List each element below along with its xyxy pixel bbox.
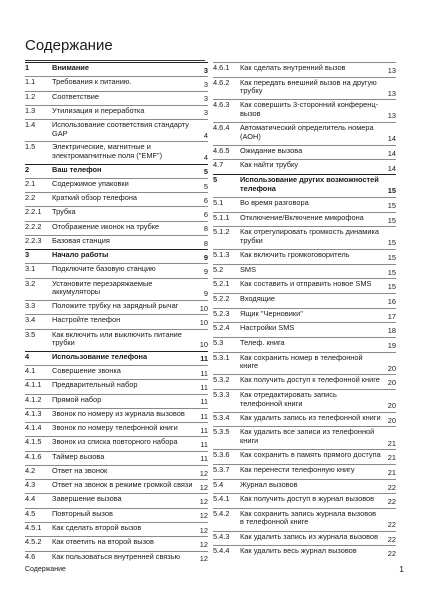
toc-left-column xyxy=(25,62,208,565)
toc-entry-page: 21 xyxy=(387,438,396,448)
toc-entry-title: Настройте телефон xyxy=(52,315,121,325)
toc-entry xyxy=(213,77,396,100)
toc-entry-page: 15 xyxy=(387,215,396,225)
toc-entry-number: 4.6.2 xyxy=(213,77,230,87)
toc-entry xyxy=(213,449,396,464)
toc-entry-number: 4.1.6 xyxy=(25,451,42,461)
toc-entry-title: Положите трубку на зарядный рычаг xyxy=(52,300,179,310)
toc-entry-page: 22 xyxy=(387,534,396,544)
toc-entry-title: Трубка xyxy=(52,207,76,217)
toc-entry-title: Установите перезаряжаемые аккумуляторы xyxy=(52,278,153,297)
toc-entry-title: Как включить или выключить питание трубки xyxy=(52,329,182,348)
toc-entry-page: 15 xyxy=(387,200,396,210)
toc-entry-page: 20 xyxy=(387,363,396,373)
toc-entry-number: 5.3.6 xyxy=(213,450,230,460)
toc-entry xyxy=(25,105,208,119)
toc-entry-title: Предварительный набор xyxy=(52,380,138,390)
toc-entry-number: 4.1 xyxy=(25,366,36,376)
toc-entry-title: Использование телефона xyxy=(52,351,148,361)
toc-entry-page: 13 xyxy=(387,111,396,121)
toc-entry-title: Входящие xyxy=(240,293,276,303)
toc-entry xyxy=(213,508,396,531)
toc-entry-title: Телеф. книга xyxy=(240,338,285,347)
toc-entry xyxy=(213,464,396,479)
toc-entry-title: Соответствие xyxy=(52,91,100,101)
toc-entry-title: Отключение/Включение микрофона xyxy=(240,212,364,222)
toc-entry-title: Как удалить запись из журнала вызовов xyxy=(240,531,379,541)
toc-entry xyxy=(213,174,396,197)
toc-entry-title: Во время разговора xyxy=(240,197,309,207)
toc-entry xyxy=(213,122,396,145)
toc-entry-page: 8 xyxy=(203,224,208,234)
toc-entry-page: 15 xyxy=(387,267,396,277)
toc-entry-number: 5.1 xyxy=(213,197,224,207)
toc-entry-number: 4.1.1 xyxy=(25,380,42,390)
toc-entry-number: 1.4 xyxy=(25,120,36,130)
toc-entry-number: 5.2.1 xyxy=(213,279,230,289)
toc-entry xyxy=(213,337,396,352)
toc-entry xyxy=(25,192,208,206)
toc-entry-page: 18 xyxy=(387,326,396,336)
toc-entry-title: Таймер вызова xyxy=(52,451,105,461)
toc-entry xyxy=(25,351,208,365)
toc-entry-page: 12 xyxy=(199,554,208,564)
toc-entry-title: Звонок из списка повторного набора xyxy=(52,437,178,447)
toc-entry-number: 3.4 xyxy=(25,315,36,325)
toc-entry-title: Базовая станция xyxy=(52,235,110,245)
toc-entry-page: 10 xyxy=(199,317,208,327)
toc-entry-page: 22 xyxy=(387,549,396,559)
toc-entry xyxy=(25,436,208,450)
toc-entry xyxy=(213,374,396,389)
toc-entry xyxy=(213,62,396,77)
footer-section: Содержание xyxy=(25,566,66,573)
toc-entry-number: 5.2.4 xyxy=(213,323,230,333)
toc-entry xyxy=(25,536,208,550)
toc-entry-page: 3 xyxy=(203,79,208,89)
toc-entry-title: Ящик "Черновики" xyxy=(240,308,303,318)
toc-right-column xyxy=(213,62,396,560)
toc-entry-title: Как сохранить номер в телефонной книге xyxy=(240,352,363,371)
toc-entry xyxy=(25,394,208,408)
toc-entry-page: 6 xyxy=(203,210,208,220)
toc-entry-title: Как найти трубку xyxy=(240,160,299,170)
toc-entry-number: 3.3 xyxy=(25,300,36,310)
toc-entry xyxy=(25,119,208,141)
toc-entry xyxy=(25,329,208,351)
toc-entry-title: Как сделать внутренний вызов xyxy=(240,63,346,72)
toc-entry xyxy=(213,322,396,337)
toc-entry-number: 5.1.2 xyxy=(213,227,230,237)
toc-entry-number: 5.3.4 xyxy=(213,412,230,422)
toc-entry-page: 11 xyxy=(200,454,208,464)
toc-entry-number: 4.1.3 xyxy=(25,408,42,418)
toc-entry-number: 5.2.2 xyxy=(213,293,230,303)
toc-entry xyxy=(213,426,396,449)
toc-entry xyxy=(213,197,396,212)
toc-entry-title: Ваш телефон xyxy=(52,164,102,174)
toc-entry-page: 12 xyxy=(199,468,208,478)
toc-entry xyxy=(213,226,396,249)
toc-entry-title: Как отрегулировать громкость динамика трубки xyxy=(240,227,379,245)
toc-entry-title: Отображение иконок на трубке xyxy=(52,221,160,231)
toc-entry-number: 4.4 xyxy=(25,494,36,504)
toc-entry-page: 15 xyxy=(387,186,396,196)
toc-entry-number: 5.3 xyxy=(213,338,224,347)
toc-entry-page: 20 xyxy=(387,415,396,425)
toc-entry-title: Как включить громкоговоритель xyxy=(240,249,350,259)
toc-entry xyxy=(25,379,208,393)
toc-entry-page: 11 xyxy=(200,425,208,435)
toc-entry-page: 14 xyxy=(387,163,396,173)
toc-entry-title: Требования к питанию. xyxy=(52,77,132,87)
toc-entry-number: 1.3 xyxy=(25,105,36,115)
toc-entry-title: Как удалить весь журнал вызовов xyxy=(240,546,357,556)
toc-entry-title: Краткий обзор телефона xyxy=(52,193,138,203)
toc-entry-number: 5.3.3 xyxy=(213,390,230,400)
toc-entry xyxy=(25,451,208,465)
toc-entry-title: Внимание xyxy=(52,63,89,72)
toc-entry-number: 4.1.4 xyxy=(25,423,42,433)
toc-entry-number: 5.1.1 xyxy=(213,212,230,222)
toc-entry-number: 4.5 xyxy=(25,508,36,518)
toc-entry-page: 22 xyxy=(387,519,396,529)
toc-entry-page: 12 xyxy=(199,539,208,549)
toc-entry-number: 4.6.1 xyxy=(213,63,230,72)
toc-entry-page: 19 xyxy=(387,341,396,351)
toc-entry-page: 17 xyxy=(387,311,396,321)
toc-entry-title: Электрические, магнитные и электромагнитные поля ("EMF") xyxy=(52,142,163,160)
toc-entry-page: 12 xyxy=(199,511,208,521)
toc-entry-number: 4.6.5 xyxy=(213,145,230,155)
toc-entry-number: 4.7 xyxy=(213,160,224,170)
toc-entry-number: 5.4.2 xyxy=(213,508,230,518)
toc-entry-number: 4.6.4 xyxy=(213,123,230,133)
toc-entry-page: 5 xyxy=(203,167,208,177)
toc-entry-number: 5.2.3 xyxy=(213,308,230,318)
toc-entry-page: 11 xyxy=(200,440,208,450)
toc-entry-title: Журнал вызовов xyxy=(240,479,298,489)
toc-entry-title: Как отредактировать запись телефонной книги xyxy=(240,390,337,408)
toc-entry-page: 3 xyxy=(203,94,208,104)
toc-entry-page: 3 xyxy=(203,65,208,75)
toc-entry xyxy=(213,99,396,122)
toc-entry xyxy=(25,91,208,105)
toc-entry xyxy=(25,206,208,220)
toc-entry xyxy=(25,76,208,90)
toc-entry-number: 2.2.2 xyxy=(25,221,42,231)
toc-entry xyxy=(25,300,208,314)
toc-entry-title: Как сохранить запись журнала вызовов в телефонной книге xyxy=(240,508,377,527)
toc-entry-number: 2.1 xyxy=(25,178,36,188)
toc-entry-number: 1.1 xyxy=(25,77,36,87)
toc-entry-page: 13 xyxy=(387,88,396,98)
toc-entry xyxy=(25,178,208,192)
toc-entry-number: 5.4.4 xyxy=(213,546,230,556)
toc-entry-title: Ожидание вызова xyxy=(240,145,303,155)
toc-entry-number: 5.3.1 xyxy=(213,352,230,362)
toc-entry-number: 4.5.2 xyxy=(25,537,42,547)
toc-entry-page: 14 xyxy=(387,134,396,144)
toc-entry-page: 10 xyxy=(199,303,208,313)
toc-entry xyxy=(25,164,208,178)
toc-entry-number: 5.4 xyxy=(213,479,224,489)
toc-entry xyxy=(213,159,396,174)
toc-entry xyxy=(213,479,396,494)
toc-entry-title: Завершение вызова xyxy=(52,494,122,504)
toc-entry-title: Настройки SMS xyxy=(240,323,295,333)
page-title: Содержание xyxy=(25,37,205,61)
toc-entry xyxy=(213,249,396,264)
toc-entry-page: 11 xyxy=(200,354,208,364)
toc-entry-title: Совершение звонка xyxy=(52,366,121,376)
toc-entry xyxy=(25,141,208,163)
toc-entry-number: 5.1.3 xyxy=(213,249,230,259)
toc-entry-page: 15 xyxy=(387,252,396,262)
toc-entry-title: Подключите базовую станцию xyxy=(52,264,156,274)
toc-entry-number: 1.5 xyxy=(25,142,36,152)
toc-entry-title: Как удалить запись из телефонной книги xyxy=(240,412,381,422)
toc-entry-title: Как сделать второй вызов xyxy=(52,522,142,532)
toc-entry xyxy=(213,145,396,160)
toc-entry-title: Автоматический определитель номера (АОН) xyxy=(240,123,374,141)
toc-entry xyxy=(213,278,396,293)
toc-entry xyxy=(25,551,208,565)
toc-entry-number: 3 xyxy=(25,250,30,260)
toc-entry-title: Как сохранить в память прямого доступа xyxy=(240,450,381,460)
toc-entry-title: SMS xyxy=(240,264,257,274)
toc-entry xyxy=(25,278,208,300)
toc-entry-number: 5 xyxy=(213,175,218,185)
toc-entry-title: Содержимое упаковки xyxy=(52,178,129,188)
toc-entry xyxy=(213,545,396,560)
toc-entry-page: 20 xyxy=(387,401,396,411)
toc-entry-title: Как пользоваться внутренней связью xyxy=(52,551,181,561)
toc-entry xyxy=(213,531,396,546)
toc-entry-page: 9 xyxy=(203,267,208,277)
toc-entry-title: Как получить доступ в журнал вызовов xyxy=(240,494,375,504)
toc-entry xyxy=(25,522,208,536)
toc-entry-page: 4 xyxy=(203,130,208,140)
toc-entry-number: 2.2.3 xyxy=(25,235,42,245)
toc-entry-page: 11 xyxy=(200,397,208,407)
toc-entry-page: 8 xyxy=(203,238,208,248)
toc-entry-title: Утилизация и переработка xyxy=(52,105,145,115)
toc-entry-title: Использование других возможностей телефона xyxy=(240,175,379,193)
toc-entry-page: 20 xyxy=(387,378,396,388)
toc-entry xyxy=(213,493,396,508)
toc-entry-number: 5.3.5 xyxy=(213,427,230,437)
toc-entry-page: 16 xyxy=(387,297,396,307)
toc-entry xyxy=(25,365,208,379)
toc-entry-number: 4.5.1 xyxy=(25,522,42,532)
toc-entry-number: 3.2 xyxy=(25,278,36,288)
toc-entry-title: Как совершить 3-сторонний конференц-вызов xyxy=(240,100,379,118)
toc-entry xyxy=(213,308,396,323)
toc-entry-number: 4.6 xyxy=(25,551,36,561)
toc-entry-number: 4.1.5 xyxy=(25,437,42,447)
toc-entry-page: 9 xyxy=(203,289,208,299)
toc-entry xyxy=(25,493,208,507)
toc-entry-number: 2.2 xyxy=(25,193,36,203)
toc-entry xyxy=(25,249,208,263)
toc-entry-number: 4.1.2 xyxy=(25,394,42,404)
toc-entry-number: 4.6.3 xyxy=(213,100,230,110)
toc-entry xyxy=(25,235,208,249)
toc-entry-page: 11 xyxy=(200,368,208,378)
toc-entry-title: Ответ на звонок xyxy=(52,465,108,475)
toc-entry-page: 14 xyxy=(387,148,396,158)
toc-entry xyxy=(25,221,208,235)
toc-entry-page: 12 xyxy=(199,525,208,535)
toc-entry-page: 12 xyxy=(199,497,208,507)
toc-entry-number: 2 xyxy=(25,164,30,174)
toc-entry-title: Как получить доступ к телефонной книге xyxy=(240,375,380,385)
toc-entry-number: 5.4.1 xyxy=(213,494,230,504)
toc-entry-title: Использование соответствия стандарту GAP xyxy=(52,120,190,138)
toc-entry xyxy=(25,408,208,422)
toc-entry-title: Ответ на звонок в режиме громкой связи xyxy=(52,480,193,490)
toc-entry-page: 15 xyxy=(387,238,396,248)
toc-entry-number: 1.2 xyxy=(25,91,36,101)
toc-entry xyxy=(213,212,396,227)
toc-entry-number: 3.1 xyxy=(25,264,36,274)
toc-entry-number: 1 xyxy=(25,63,30,72)
toc-entry xyxy=(213,412,396,427)
toc-entry-page: 21 xyxy=(387,453,396,463)
toc-entry-page: 11 xyxy=(200,411,208,421)
toc-entry-page: 12 xyxy=(199,482,208,492)
toc-entry xyxy=(25,263,208,277)
toc-entry-title: Начало работы xyxy=(52,250,109,260)
toc-entry-page: 4 xyxy=(203,153,208,162)
toc-entry xyxy=(213,293,396,308)
toc-entry-number: 2.2.1 xyxy=(25,207,42,217)
toc-entry-page: 11 xyxy=(200,382,208,392)
toc-entry-number: 4 xyxy=(25,351,30,361)
toc-entry xyxy=(25,465,208,479)
toc-entry-title: Прямой набор xyxy=(52,394,102,404)
toc-entry-page: 3 xyxy=(203,108,208,118)
toc-entry xyxy=(25,314,208,328)
toc-entry-number: 4.2 xyxy=(25,465,36,475)
footer-page-number: 1 xyxy=(399,564,404,574)
toc-entry-page: 6 xyxy=(203,195,208,205)
toc-entry-title: Звонок по номеру телефонной книги xyxy=(52,423,178,433)
toc-entry-title: Звонок по номеру из журнала вызовов xyxy=(52,408,185,418)
toc-entry-page: 10 xyxy=(199,340,208,350)
toc-entry-number: 5.3.2 xyxy=(213,375,230,385)
toc-entry-number: 5.3.7 xyxy=(213,464,230,474)
toc-entry-number: 5.2 xyxy=(213,264,224,274)
toc-entry-page: 13 xyxy=(387,66,396,76)
toc-entry xyxy=(213,389,396,412)
toc-entry-page: 9 xyxy=(203,252,208,262)
toc-entry-number: 5.4.3 xyxy=(213,531,230,541)
toc-entry-title: Как передать внешний вызов на другую трубку xyxy=(240,77,377,96)
toc-entry xyxy=(213,264,396,279)
toc-entry xyxy=(25,422,208,436)
toc-entry-page: 15 xyxy=(387,282,396,292)
toc-entry xyxy=(213,352,396,375)
toc-entry-title: Повторный вызов xyxy=(52,508,113,518)
toc-entry-page: 22 xyxy=(387,482,396,492)
toc-entry xyxy=(25,62,208,76)
toc-entry xyxy=(25,479,208,493)
toc-entry xyxy=(25,508,208,522)
toc-entry-title: Как удалить все записи из телефонной книги xyxy=(240,427,375,446)
toc-entry-title: Как составить и отправить новое SMS xyxy=(240,279,372,289)
toc-entry-page: 5 xyxy=(203,181,208,191)
toc-entry-page: 21 xyxy=(387,467,396,477)
toc-entry-number: 3.5 xyxy=(25,329,36,339)
toc-entry-number: 4.3 xyxy=(25,480,36,490)
toc-entry-title: Как перенести телефонную книгу xyxy=(240,464,355,474)
toc-entry-page: 22 xyxy=(387,497,396,507)
toc-entry-title: Как ответить на второй вызов xyxy=(52,537,154,547)
